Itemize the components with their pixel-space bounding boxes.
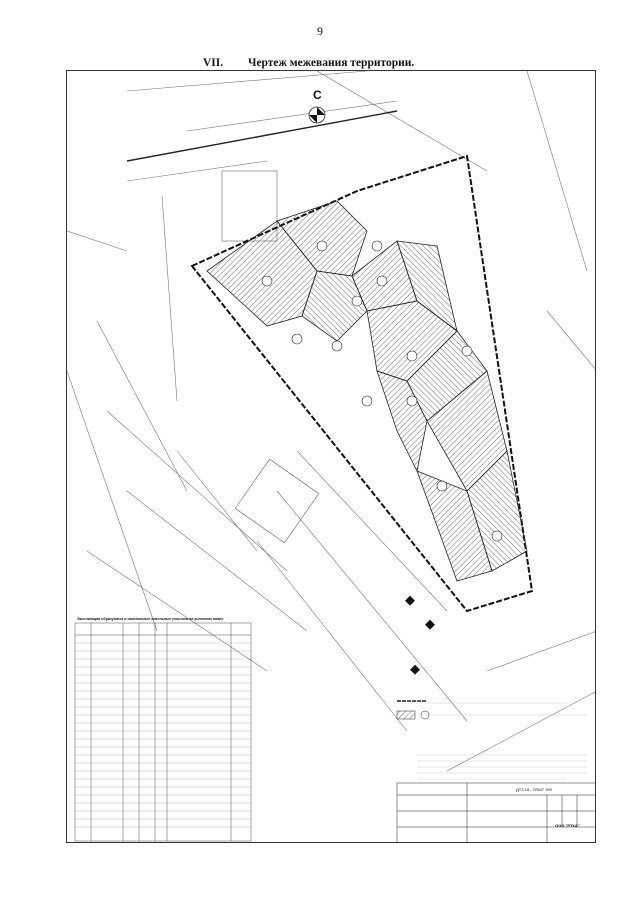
building-outline	[235, 459, 319, 543]
explication-table-heading: Экспликация образуемых и изменяемых земельных участков на условном плане	[77, 617, 224, 621]
drawing-sheet	[66, 70, 596, 843]
north-label: С	[313, 88, 322, 102]
organization-name: ООО "РТКА"	[555, 823, 580, 828]
section-number: VII.	[203, 57, 224, 69]
background-parcel-lines	[67, 71, 596, 771]
title-block	[397, 783, 596, 843]
north-arrow-icon	[309, 107, 325, 123]
section-title: Чертеж межевания территории.	[248, 57, 415, 69]
drawing-code: ДТЗ 18 - ППМТ 390	[516, 787, 552, 792]
notes	[417, 755, 587, 779]
page-number: 9	[317, 24, 323, 38]
explication-table	[75, 623, 251, 841]
street-line	[127, 111, 397, 161]
legend	[397, 701, 587, 719]
hatched-parcels	[207, 201, 527, 581]
cadastral-map	[67, 71, 596, 843]
small-buildings	[405, 596, 435, 675]
table-rows	[75, 643, 251, 827]
